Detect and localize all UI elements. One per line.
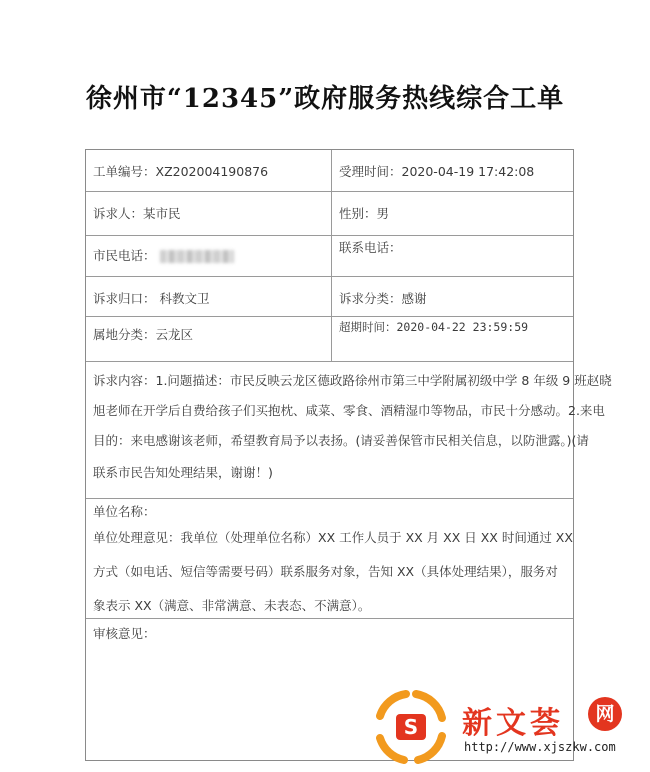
opinion-line: 象表示 XX（满意、非常满意、未表态、不满意）。 — [93, 598, 371, 613]
row-divider — [86, 316, 573, 317]
work-order-form — [85, 149, 612, 761]
request-category: 诉求分类：感谢 — [339, 291, 427, 306]
opinion-line: 方式（如电话、短信等需要号码）联系服务对象，告知 XX（具体处理结果），服务对 — [93, 564, 558, 579]
row-divider — [86, 276, 573, 277]
content-line: 目的：来电感谢该老师，希望教育局予以表扬。(请妥善保管市民相关信息，以防泄露。)(请 — [93, 433, 589, 448]
row-divider — [86, 498, 573, 499]
row-divider — [86, 235, 573, 236]
deadline-time: 超期时间：2020-04-22 23:59:59 — [339, 320, 529, 334]
content-line: 诉求内容：1.问题描述：市民反映云龙区德政路徐州市第三中学附属初级中学 8 年级 9 班赵晓 — [93, 373, 612, 388]
contact-phone: 联系电话： — [339, 240, 402, 255]
brand-badge: 网 — [588, 697, 622, 731]
citizen-phone — [93, 246, 234, 264]
content-line: 旭老师在开学后自费给孩子们买抱枕、咸菜、零食、酒精湿巾等物品，市民十分感动。2.来电 — [93, 403, 605, 418]
unit-name: 单位名称： — [93, 504, 156, 519]
request-department: 诉求归口： 科教文卫 — [93, 291, 210, 306]
row-divider — [86, 618, 573, 619]
redacted-phone — [160, 250, 234, 263]
row-divider — [86, 361, 573, 362]
gender: 性别：男 — [339, 206, 390, 221]
citizen-phone-label: 市民电话： — [93, 248, 156, 263]
accept-time: 受理时间：2020-04-19 17:42:08 — [339, 164, 535, 179]
brand-name: 新文荟 — [462, 706, 564, 741]
brand-logo-icon — [372, 688, 450, 766]
page-title: 徐州市“12345”政府服务热线综合工单 — [85, 84, 565, 114]
review-opinion: 审核意见： — [93, 626, 156, 641]
column-divider — [331, 150, 332, 361]
content-line: 联系市民告知处理结果，谢谢！) — [93, 465, 273, 480]
svg-text:S: S — [403, 715, 419, 739]
row-divider — [86, 191, 573, 192]
watermark-url: http://www.xjszkw.com — [464, 740, 616, 754]
requester: 诉求人：某市民 — [93, 206, 181, 221]
opinion-line: 单位处理意见：我单位（处理单位名称）XX 工作人员于 XX 月 XX 日 XX 时间通过 XX — [93, 530, 573, 545]
order-number: 工单编号：XZ202004190876 — [93, 164, 269, 179]
district: 属地分类：云龙区 — [93, 327, 194, 342]
